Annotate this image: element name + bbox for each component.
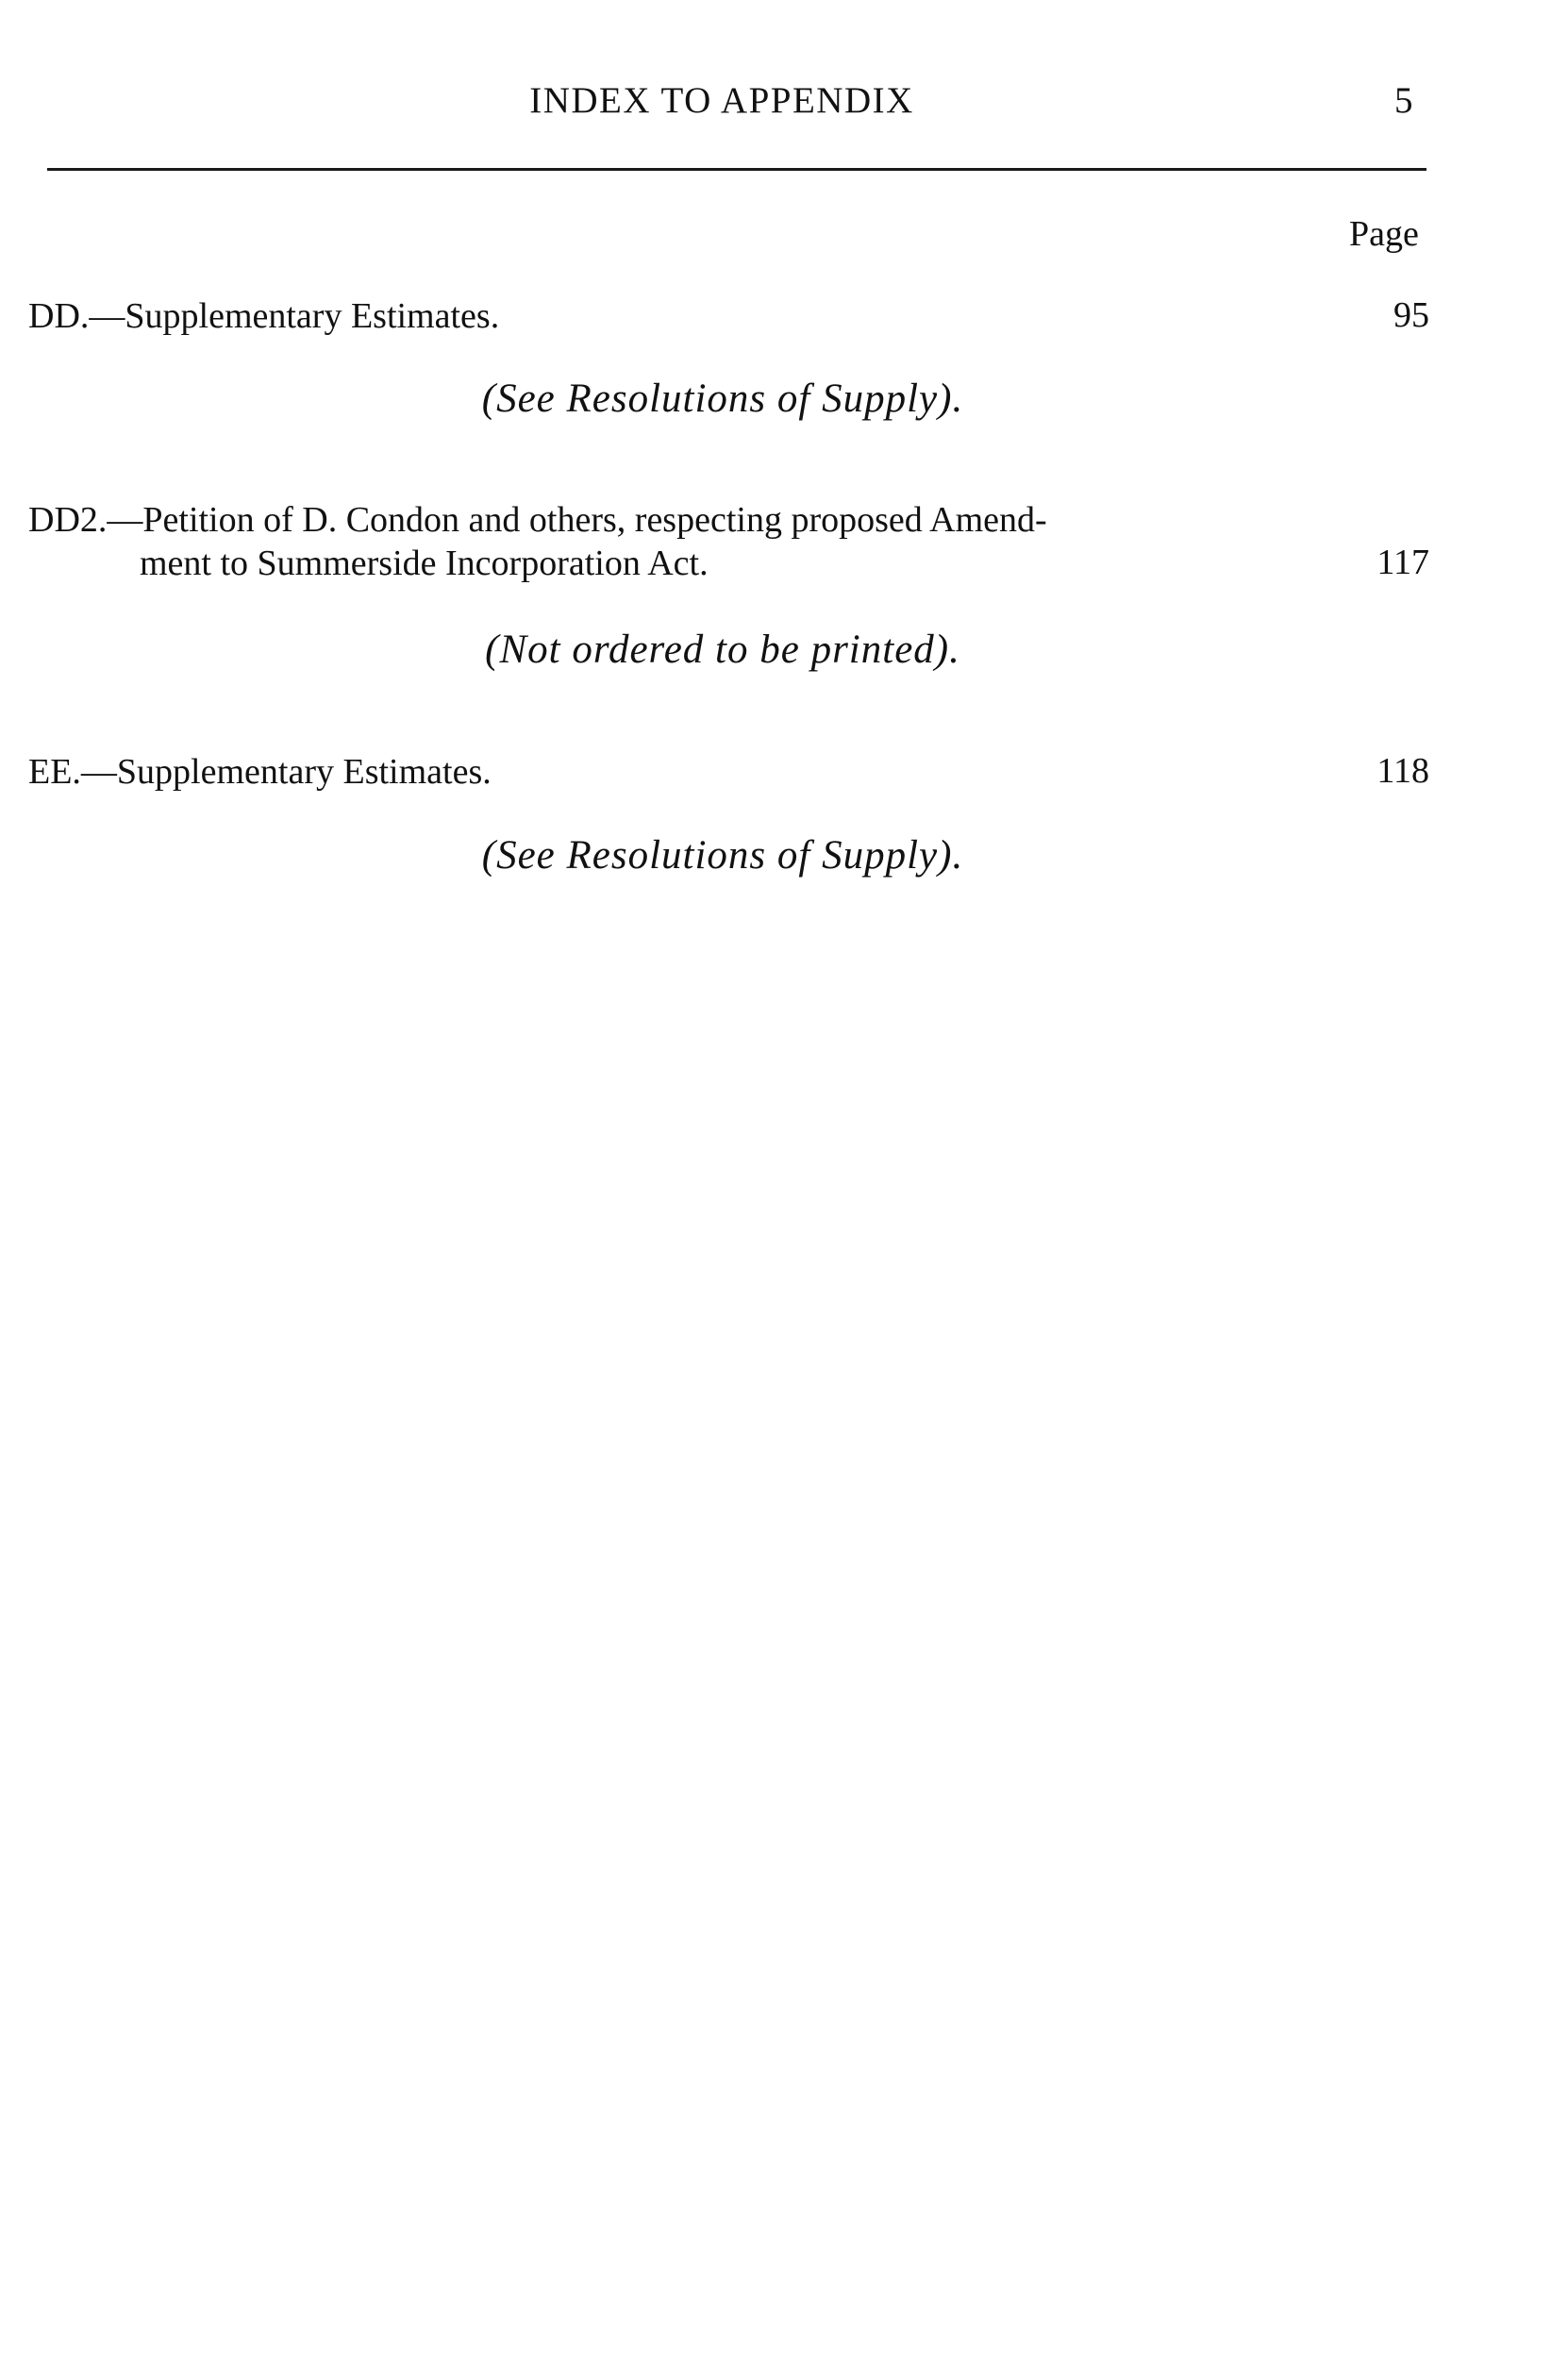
running-title: INDEX TO APPENDIX bbox=[529, 80, 914, 121]
entry-title: DD.—Supplementary Estimates. bbox=[28, 296, 500, 336]
index-entry-dd bbox=[28, 294, 499, 338]
header-rule bbox=[47, 168, 1426, 171]
entry-page-ref: 117 bbox=[1376, 543, 1429, 582]
entry-note: (See Resolutions of Supply). bbox=[481, 833, 964, 878]
page-column-heading: Page bbox=[1349, 214, 1419, 254]
entry-title: EE.—Supplementary Estimates. bbox=[28, 752, 492, 792]
page-number: 5 bbox=[1394, 80, 1413, 121]
index-entry-ee bbox=[28, 750, 492, 794]
entry-title: DD2.—Petition of D. Condon and others, respecting proposed Amend- bbox=[28, 500, 1047, 540]
entry-page-ref: 95 bbox=[1393, 295, 1429, 335]
index-entry-dd2 bbox=[28, 498, 1047, 585]
entry-note: (See Resolutions of Supply). bbox=[481, 377, 964, 421]
entry-page-ref: 118 bbox=[1376, 751, 1429, 791]
entry-note: (Not ordered to be printed). bbox=[485, 628, 960, 672]
entry-title-continued: ment to Summerside Incorporation Act. bbox=[140, 544, 709, 583]
